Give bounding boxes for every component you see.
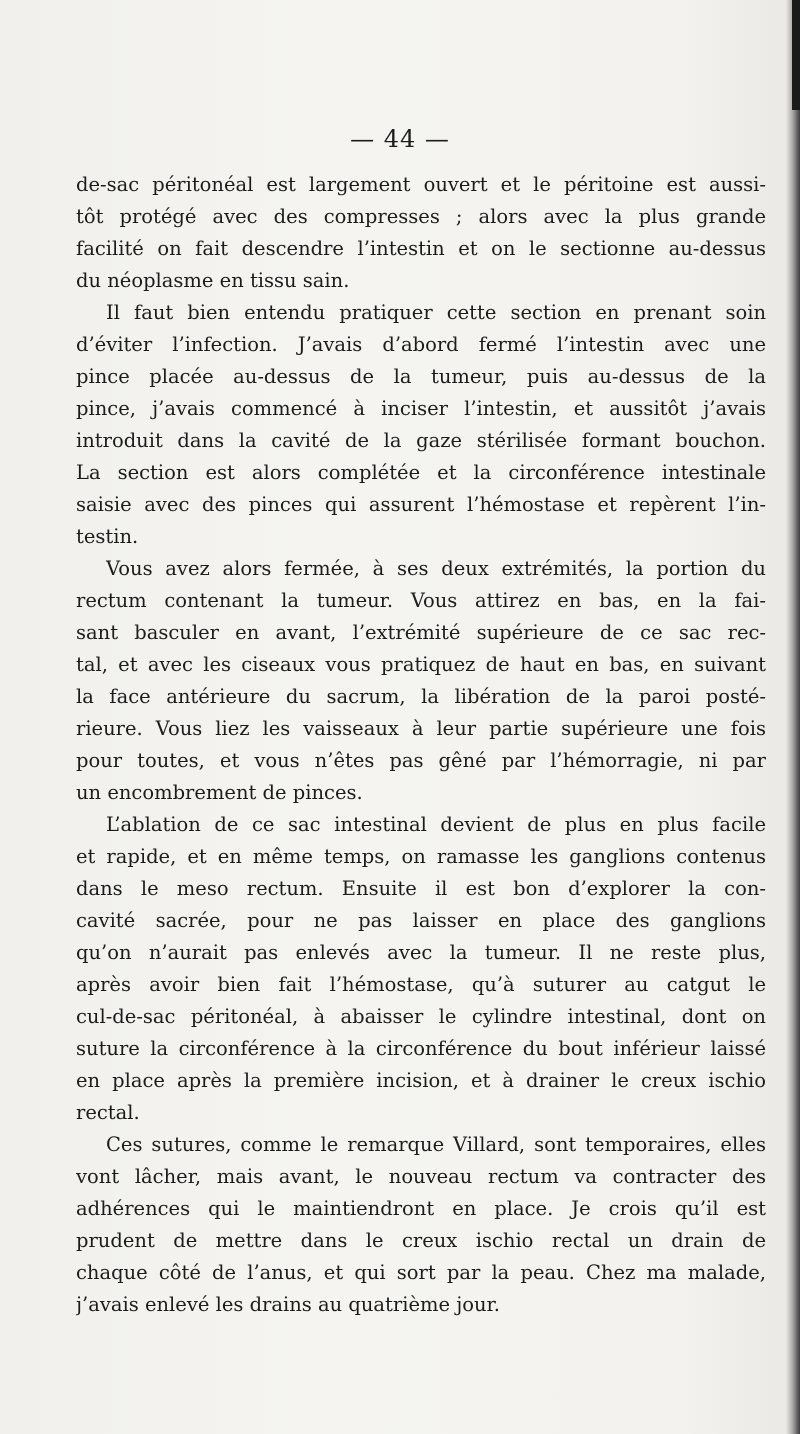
body-text [76,169,766,1321]
text-line: la face antérieure du sacrum, la libération de la paroi posté- [76,685,766,708]
text-line: introduit dans la cavité de la gaze stérilisée formant bouchon. [76,429,766,452]
text-line: un encombrement de pinces. [76,781,363,804]
text-line: cul-de-sac péritonéal, à abaisser le cylindre intestinal, dont on [76,1005,766,1028]
text-line: tôt protégé avec des compresses ; alors avec la plus grande [76,205,766,228]
text-line: rectal. [76,1101,140,1124]
binding-dark-edge [792,0,800,110]
text-line: pince placée au-dessus de la tumeur, puis au-dessus de la [76,365,766,388]
text-line: rieure. Vous liez les vaisseaux à leur partie supérieure une fois [76,717,766,740]
text-line: sant basculer en avant, l’extrémité supérieure de ce sac rec- [76,621,766,644]
text-line: cavité sacrée, pour ne pas laisser en place des ganglions [76,909,766,932]
text-line: Vous avez alors fermée, à ses deux extrémités, la portion du [106,557,766,580]
text-line: suture la circonférence à la circonférence du bout inférieur laissé [76,1037,766,1060]
text-line: en place après la première incision, et à drainer le creux ischio [76,1069,766,1092]
text-line: Il faut bien entendu pratiquer cette section en prenant soin [106,301,766,324]
text-line: chaque côté de l’anus, et qui sort par la peau. Chez ma malade, [76,1261,766,1284]
text-line: adhérences qui le maintiendront en place. Je crois qu’il est [76,1197,766,1220]
text-line: et rapide, et en même temps, on ramasse les ganglions contenus [76,845,766,868]
text-line: vont lâcher, mais avant, le nouveau rectum va contracter des [76,1165,766,1188]
text-line: rectum contenant la tumeur. Vous attirez en bas, en la fai- [76,589,766,612]
text-line: L’ablation de ce sac intestinal devient de plus en plus facile [106,813,766,836]
text-line: après avoir bien fait l’hémostase, qu’à suturer au catgut le [76,973,766,996]
text-line: j’avais enlevé les drains au quatrième jour. [76,1293,500,1316]
text-line: Ces sutures, comme le remarque Villard, sont temporaires, elles [106,1133,766,1156]
text-line: pince, j’avais commencé à inciser l’intestin, et aussitôt j’avais [76,397,766,420]
binding-shadow [786,0,800,1434]
text-line: saisie avec des pinces qui assurent l’hémostase et repèrent l’in- [76,493,766,516]
text-line: du néoplasme en tissu sain. [76,269,350,292]
text-line: dans le meso rectum. Ensuite il est bon d’explorer la con- [76,877,766,900]
text-line: d’éviter l’infection. J’avais d’abord fermé l’intestin avec une [76,333,766,356]
text-line: de-sac péritonéal est largement ouvert et le péritoine est aussi- [76,173,766,196]
text-line: testin. [76,525,139,548]
text-line: tal, et avec les ciseaux vous pratiquez de haut en bas, en suivant [76,653,766,676]
page-number: — 44 — [350,125,450,153]
text-line: La section est alors complétée et la circonférence intestinale [76,461,766,484]
text-line: qu’on n’aurait pas enlevés avec la tumeur. Il ne reste plus, [76,941,766,964]
text-line: prudent de mettre dans le creux ischio rectal un drain de [76,1229,766,1252]
text-line: pour toutes, et vous n’êtes pas gêné par l’hémorragie, ni par [76,749,766,772]
text-line: facilité on fait descendre l’intestin et on le sectionne au-dessus [76,237,766,260]
